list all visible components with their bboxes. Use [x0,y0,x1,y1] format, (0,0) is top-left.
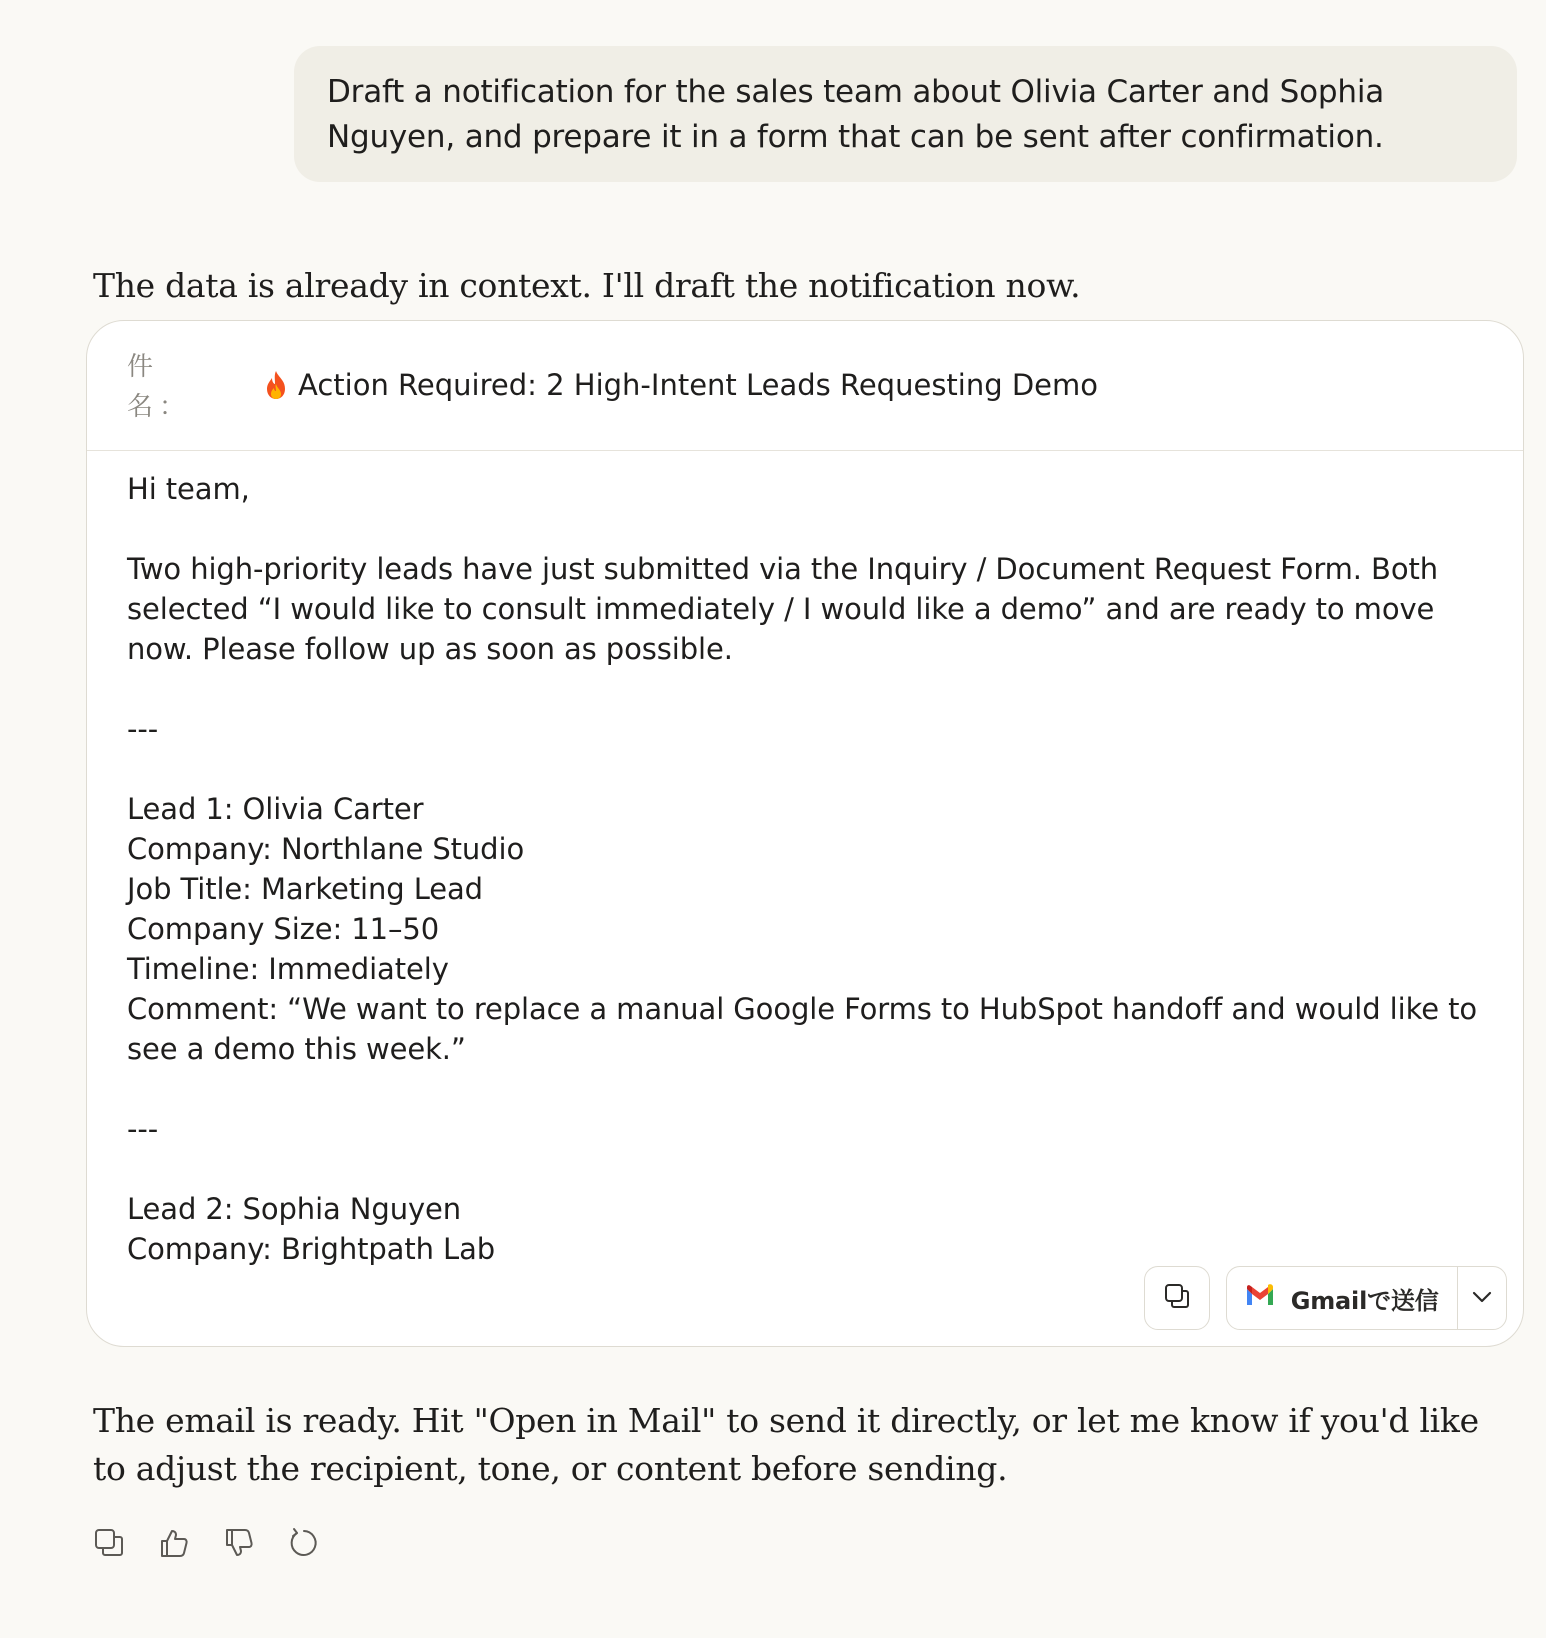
chevron-down-icon [1471,1289,1493,1308]
copy-icon [1162,1281,1192,1315]
email-body[interactable]: Hi team, Two high-priority leads have just submitted via the Inquiry / Document Request Form. Both selected “I would like to consult immediately / I would like a demo” and are ready to move now. Please follow up as soon as possible. --- Lead 1: Olivia Carter Company: Northlane Studio Job Title: Marketing Lead Company Size: 11–50 Timeline: Immediately Comment: “We want to replace a manual Google Forms to HubSpot handoff and would like to see a demo this week.” --- Lead 2: Sophia Nguyen Company: Brightpath Lab [127,472,1478,1266]
copy-button[interactable] [1144,1266,1210,1330]
gmail-send-split-button [1226,1266,1507,1330]
thumbs-down-icon [223,1527,255,1563]
thumbs-up-icon [158,1527,190,1563]
email-subject[interactable] [263,365,1098,405]
user-message-bubble [294,46,1517,182]
retry-icon [288,1527,320,1563]
user-message-text: Draft a notification for the sales team about Olivia Carter and Sophia Nguyen, and prepare it in a form that can be sent after confirmation. [327,74,1385,155]
send-options-dropdown[interactable] [1458,1267,1506,1329]
retry-button[interactable] [287,1528,321,1562]
assistant-outro-text: The email is ready. Hit "Open in Mail" to send it directly, or let me know if you'd like to adjust the recipient, tone, or content before sending. [93,1401,1479,1488]
subject-text: Action Required: 2 High-Intent Leads Requesting Demo [298,368,1099,402]
assistant-intro-text: The data is already in context. I'll draft the notification now. [93,266,1081,305]
thumbs-down-button[interactable] [222,1528,256,1562]
email-subject-row [87,321,1523,451]
copy-response-button[interactable] [92,1528,126,1562]
gmail-icon [1245,1283,1275,1313]
fire-icon [263,370,289,400]
email-draft-card [86,320,1524,1347]
gmail-send-label: Gmailで送信 [1290,1286,1439,1315]
message-feedback-actions [92,1528,321,1562]
gmail-send-button[interactable] [1227,1267,1457,1329]
subject-label: 件名： [127,352,192,422]
thumbs-up-button[interactable] [157,1528,191,1562]
copy-icon [93,1527,125,1563]
email-actions [1144,1266,1507,1330]
